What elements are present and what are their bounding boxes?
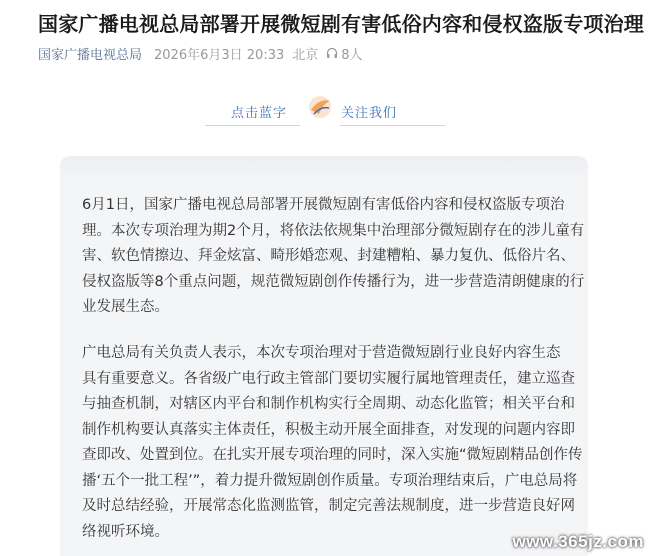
- paragraph-line: 侵权盗版等8个重点问题，规范微短剧创作传播行为，进一步营造清朗健康的行: [82, 273, 585, 290]
- publish-location: 北京: [292, 47, 319, 63]
- paragraph-line: 播‘五个一批工程’”，着力提升微短剧创作质量。专项治理结束后，广电总局将: [82, 472, 578, 489]
- article-meta: [38, 44, 363, 62]
- paragraph-1: [82, 193, 585, 321]
- follow-underline-right: [340, 125, 445, 126]
- paragraph-line: 查即改、处置到位。在扎实开展专项治理的同时，深入实施“微短剧精品创作传: [82, 447, 583, 463]
- paragraph-line: 害、软色情擦边、拜金炫富、畸形婚恋观、封建糟粕、暴力复仇、低俗片名、: [82, 248, 575, 264]
- paragraph-line: 及时总结经验，开展常态化监测监管，制定完善法规制度，进一步营造良好网: [82, 498, 575, 514]
- follow-underline-left: [205, 125, 300, 126]
- site-watermark: www.365jz.com: [512, 532, 644, 551]
- follow-banner[interactable]: [205, 92, 445, 128]
- paragraph-line: 6月1日，国家广播电视总局部署开展微短剧有害低俗内容和侵权盗版专项治: [82, 197, 565, 213]
- paragraph-line: 理。本次专项治理为期2个月，将依法依规集中治理部分微短剧存在的涉儿童有: [82, 222, 585, 239]
- follow-right-text: 关注我们: [341, 106, 398, 121]
- listen-count-value: 8人: [341, 47, 363, 63]
- paragraph-line: 具有重要意义。各省级广电行政主管部门要切实履行属地管理责任，建立巡查: [82, 370, 575, 387]
- paragraph-line: 制作机构要认真落实主体责任，积极主动开展全面排查，对发现的问题内容即: [82, 421, 575, 438]
- paragraph-line: 业发展生态。: [82, 299, 169, 315]
- listen-count[interactable]: [326, 44, 362, 63]
- follow-left-text: 点击蓝字: [231, 106, 288, 121]
- article-title: 国家广播电视总局部署开展微短剧有害低俗内容和侵权盗版专项治理: [38, 12, 644, 36]
- paragraph-line: 广电总局有关负责人表示，本次专项治理对于营造微短剧行业良好内容生态: [82, 345, 561, 361]
- paragraph-line: 与抽查机制，对辖区内平台和制作机构实行全周期、动态化监管；相关平台和: [82, 396, 575, 412]
- paragraph-line: 络视听环境。: [82, 523, 169, 540]
- source-link[interactable]: 国家广播电视总局: [38, 47, 143, 63]
- paragraph-2: [82, 341, 582, 545]
- publish-datetime: 2026年6月3日 20:33: [154, 47, 285, 63]
- brand-logo-icon: [305, 92, 335, 122]
- content-card-top-shade: [60, 156, 588, 180]
- headphones-icon: [326, 47, 338, 59]
